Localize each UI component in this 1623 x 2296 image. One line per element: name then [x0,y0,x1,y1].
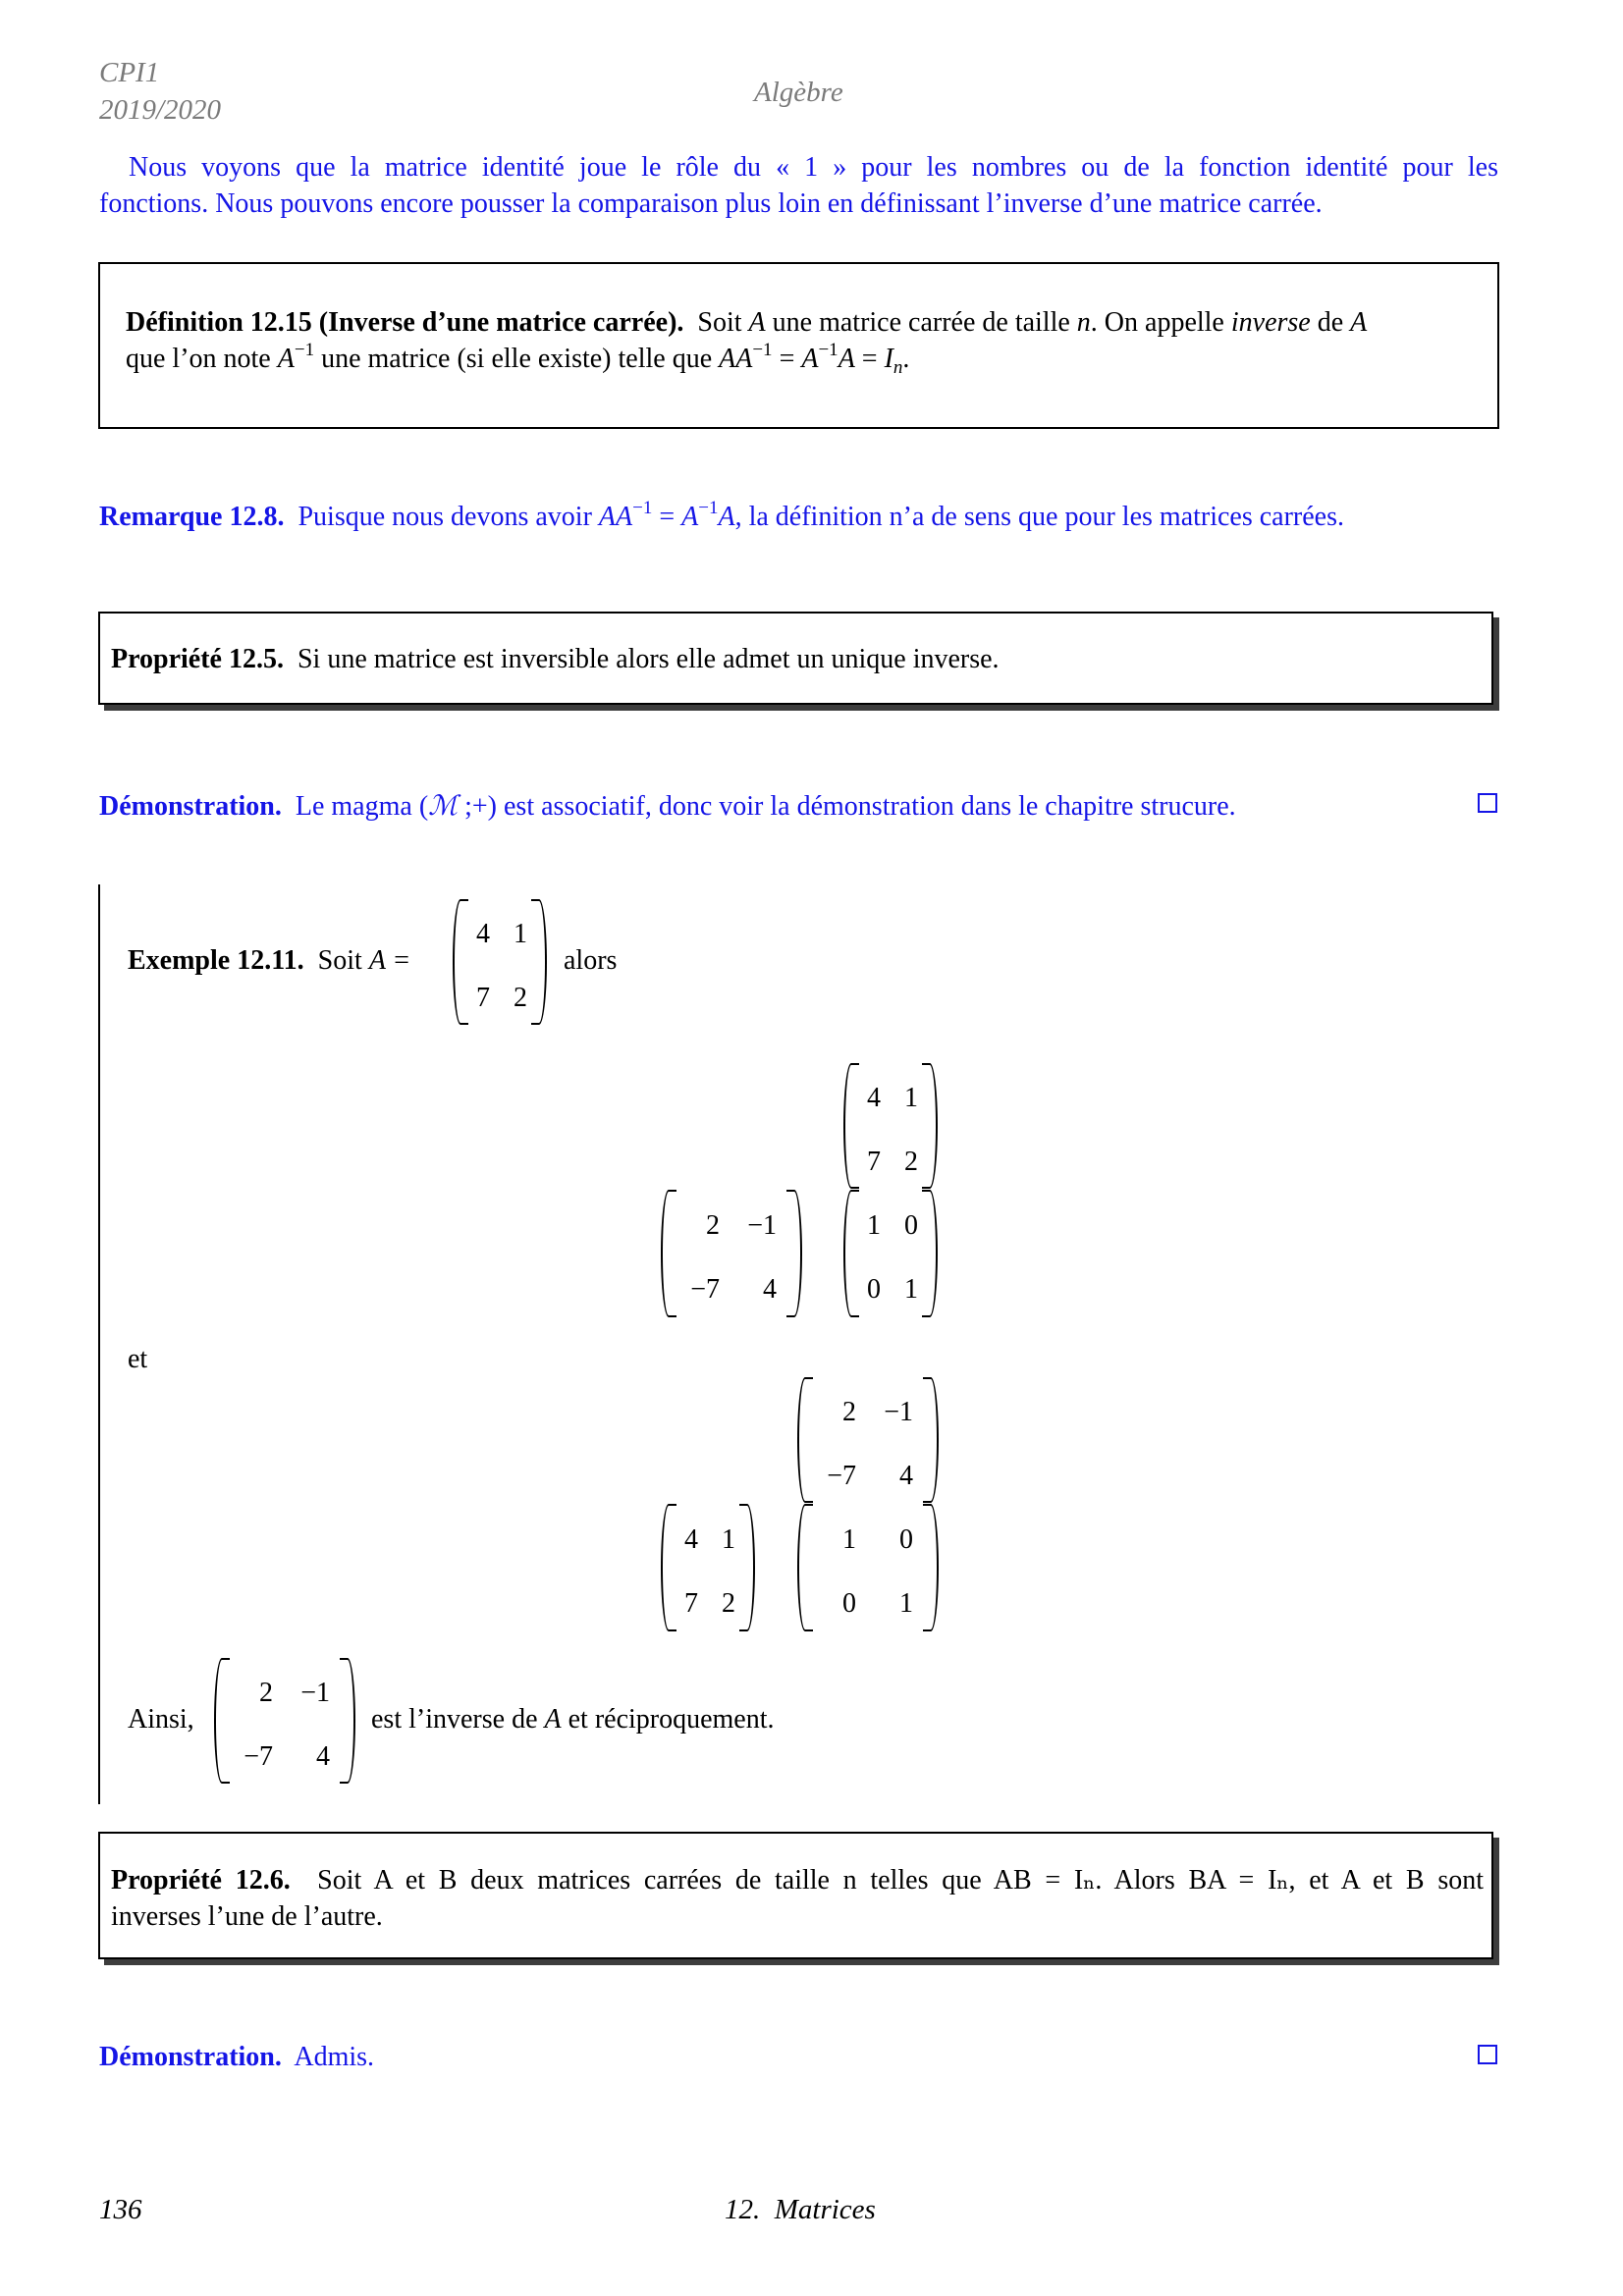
property-12-6-line-2: inverses l’une de l’autre. [111,1901,383,1932]
matrix-cell: 2 [259,1678,273,1708]
property-12-5-statement: Si une matrice est inversible alors elle admet un unique inverse. [297,644,1000,674]
definition-text-1c: . On appelle [1090,307,1224,338]
matrix-cell: 2 [722,1588,735,1619]
intro-line-2: fonctions. Nous pouvons encore pousser la comparaison plus loin en définissant l’inverse d’une matrice carrée. [99,188,1323,219]
matrix-cell: −1 [884,1397,913,1427]
subject-label: Algèbre [754,77,843,108]
remark-text-a: Puisque nous devons avoir [298,502,592,532]
symbol-A: A [544,1704,562,1735]
matrix-cell: 1 [899,1588,913,1619]
matrix-cell: 1 [514,919,527,949]
symbol-A: A [1350,307,1368,338]
matrix-cell: 4 [867,1083,881,1113]
matrix-identity-product-2 [797,1504,939,1631]
definition-box [98,262,1499,429]
conclusion-text-a: est l’inverse de [371,1704,538,1735]
matrix-inverse-product-2 [797,1377,939,1503]
definition-label: Définition 12.15 (Inverse d’une matrice carrée). [126,307,684,338]
matrix-cell: −1 [300,1678,330,1708]
matrix-cell: 1 [867,1210,881,1241]
matrix-cell: −7 [827,1461,856,1491]
matrix-cell: 2 [904,1147,918,1177]
matrix-cell: 1 [722,1524,735,1555]
matrix-cell: 0 [842,1588,856,1619]
example-conclusion [371,1701,775,1737]
chapter-title: 12. Matrices [725,2194,876,2225]
example-intro-line [128,942,410,979]
matrix-cell: −7 [243,1741,273,1772]
remark-text-b: , la définition n’a de sens que pour les matrices carrées. [734,502,1345,532]
matrix-cell: 0 [899,1524,913,1555]
symbol-A: A [748,307,766,338]
example-label: Exemple 12.11. [128,945,304,976]
matrix-cell: 1 [904,1083,918,1113]
matrix-cell: 4 [476,919,490,949]
demonstration-1-label: Démonstration. [99,791,282,822]
demonstration-1-text-b: ;+) est associatif, donc voir la démonstration dans le chapitre strucure. [458,791,1236,822]
demonstration-2-text: Admis. [294,2042,375,2072]
property-12-5-box [98,612,1493,705]
course-label: CPI1 [99,57,160,88]
matrix-cell: −7 [690,1274,720,1305]
property-12-6-text [111,1862,1484,1935]
definition-formula: $AA^{-1} = A^{-1}A = I_n$ [719,340,903,378]
property-12-6-line-1: Soit A et B deux matrices carrées de taille n telles que AB = Iₙ. Alors BA = Iₙ, et A et B sont [317,1865,1484,1896]
example-et: et [128,1344,148,1374]
academic-year: 2019/2020 [99,94,222,126]
definition-text-2a: que l’on note [126,344,271,374]
example-alors: alors [564,945,618,976]
intro-line-1: Nous voyons que la matrice identité joue le rôle du « 1 » pour les nombres ou de la fonction identité pour les [129,152,1498,183]
matrix-identity-product-1 [843,1190,938,1317]
matrix-inverse-conclusion [214,1658,355,1784]
matrix-cell: 4 [899,1461,913,1491]
matrix-cell: 0 [867,1274,881,1305]
matrix-cell: 0 [904,1210,918,1241]
intro-paragraph [99,149,1498,222]
definition-text-1b: une matrice carrée de taille [772,307,1070,338]
remark-formula: $AA^{-1} = A^{-1}A$ [598,498,735,532]
property-12-5-label: Propriété 12.5. [111,644,284,674]
matrix-cell: 4 [684,1524,698,1555]
matrix-cell: 7 [476,983,490,1013]
property-12-6-label: Propriété 12.6. [111,1865,291,1896]
matrix-cell: 2 [514,983,527,1013]
example-ainsi: Ainsi, [128,1704,194,1735]
demonstration-2-label: Démonstration. [99,2042,282,2072]
page-number: 136 [99,2194,142,2225]
definition-text: Définition 12.15 (Inverse d’une matrice carrée). Soit A une matrice carrée de taille n. On appelle inverse de A que l’on note $A^{-1}$ une matrice (si elle existe) telle que $AA^{-1} = A^{-1}A = I_n$. [126,307,1368,378]
definition-text-1a: Soit [697,307,742,338]
matrix-A-inline [453,899,547,1025]
conclusion-text-b: et réciproquement. [568,1704,775,1735]
demonstration-1 [99,787,1236,825]
demonstration-2 [99,2039,374,2075]
definition-text-1d: de [1317,307,1344,338]
example-soit: Soit [317,945,362,976]
inverse-word: inverse [1230,307,1311,338]
matrix-cell: 4 [763,1274,777,1305]
symbol-n: n [1076,307,1091,338]
matrix-cell: 4 [316,1741,330,1772]
example-left-rule [98,884,100,1804]
script-M-symbol: ℳ [428,789,459,822]
remark-label: Remarque 12.8. [99,502,285,532]
property-12-5-text [111,641,1000,677]
matrix-cell: 1 [904,1274,918,1305]
matrix-cell: −1 [747,1210,777,1241]
demonstration-1-text-a: Le magma ( [295,791,429,822]
matrix-cell: 7 [684,1588,698,1619]
matrix-cell: 2 [842,1397,856,1427]
matrix-cell: 7 [867,1147,881,1177]
property-12-6-box [98,1832,1493,1959]
matrix-inverse-product-1 [661,1190,802,1317]
example-A-equals: A = [368,945,411,976]
matrix-cell: 2 [706,1210,720,1241]
qed-square-icon [1478,2045,1497,2064]
remark-paragraph [99,499,1503,535]
definition-text-2b: une matrice (si elle existe) telle que [321,344,713,374]
qed-square-icon [1478,793,1497,813]
definition-formula-end: . [902,344,910,374]
matrix-A-product-1 [843,1063,938,1189]
matrix-cell: 1 [842,1524,856,1555]
matrix-A-product-2 [661,1504,755,1631]
